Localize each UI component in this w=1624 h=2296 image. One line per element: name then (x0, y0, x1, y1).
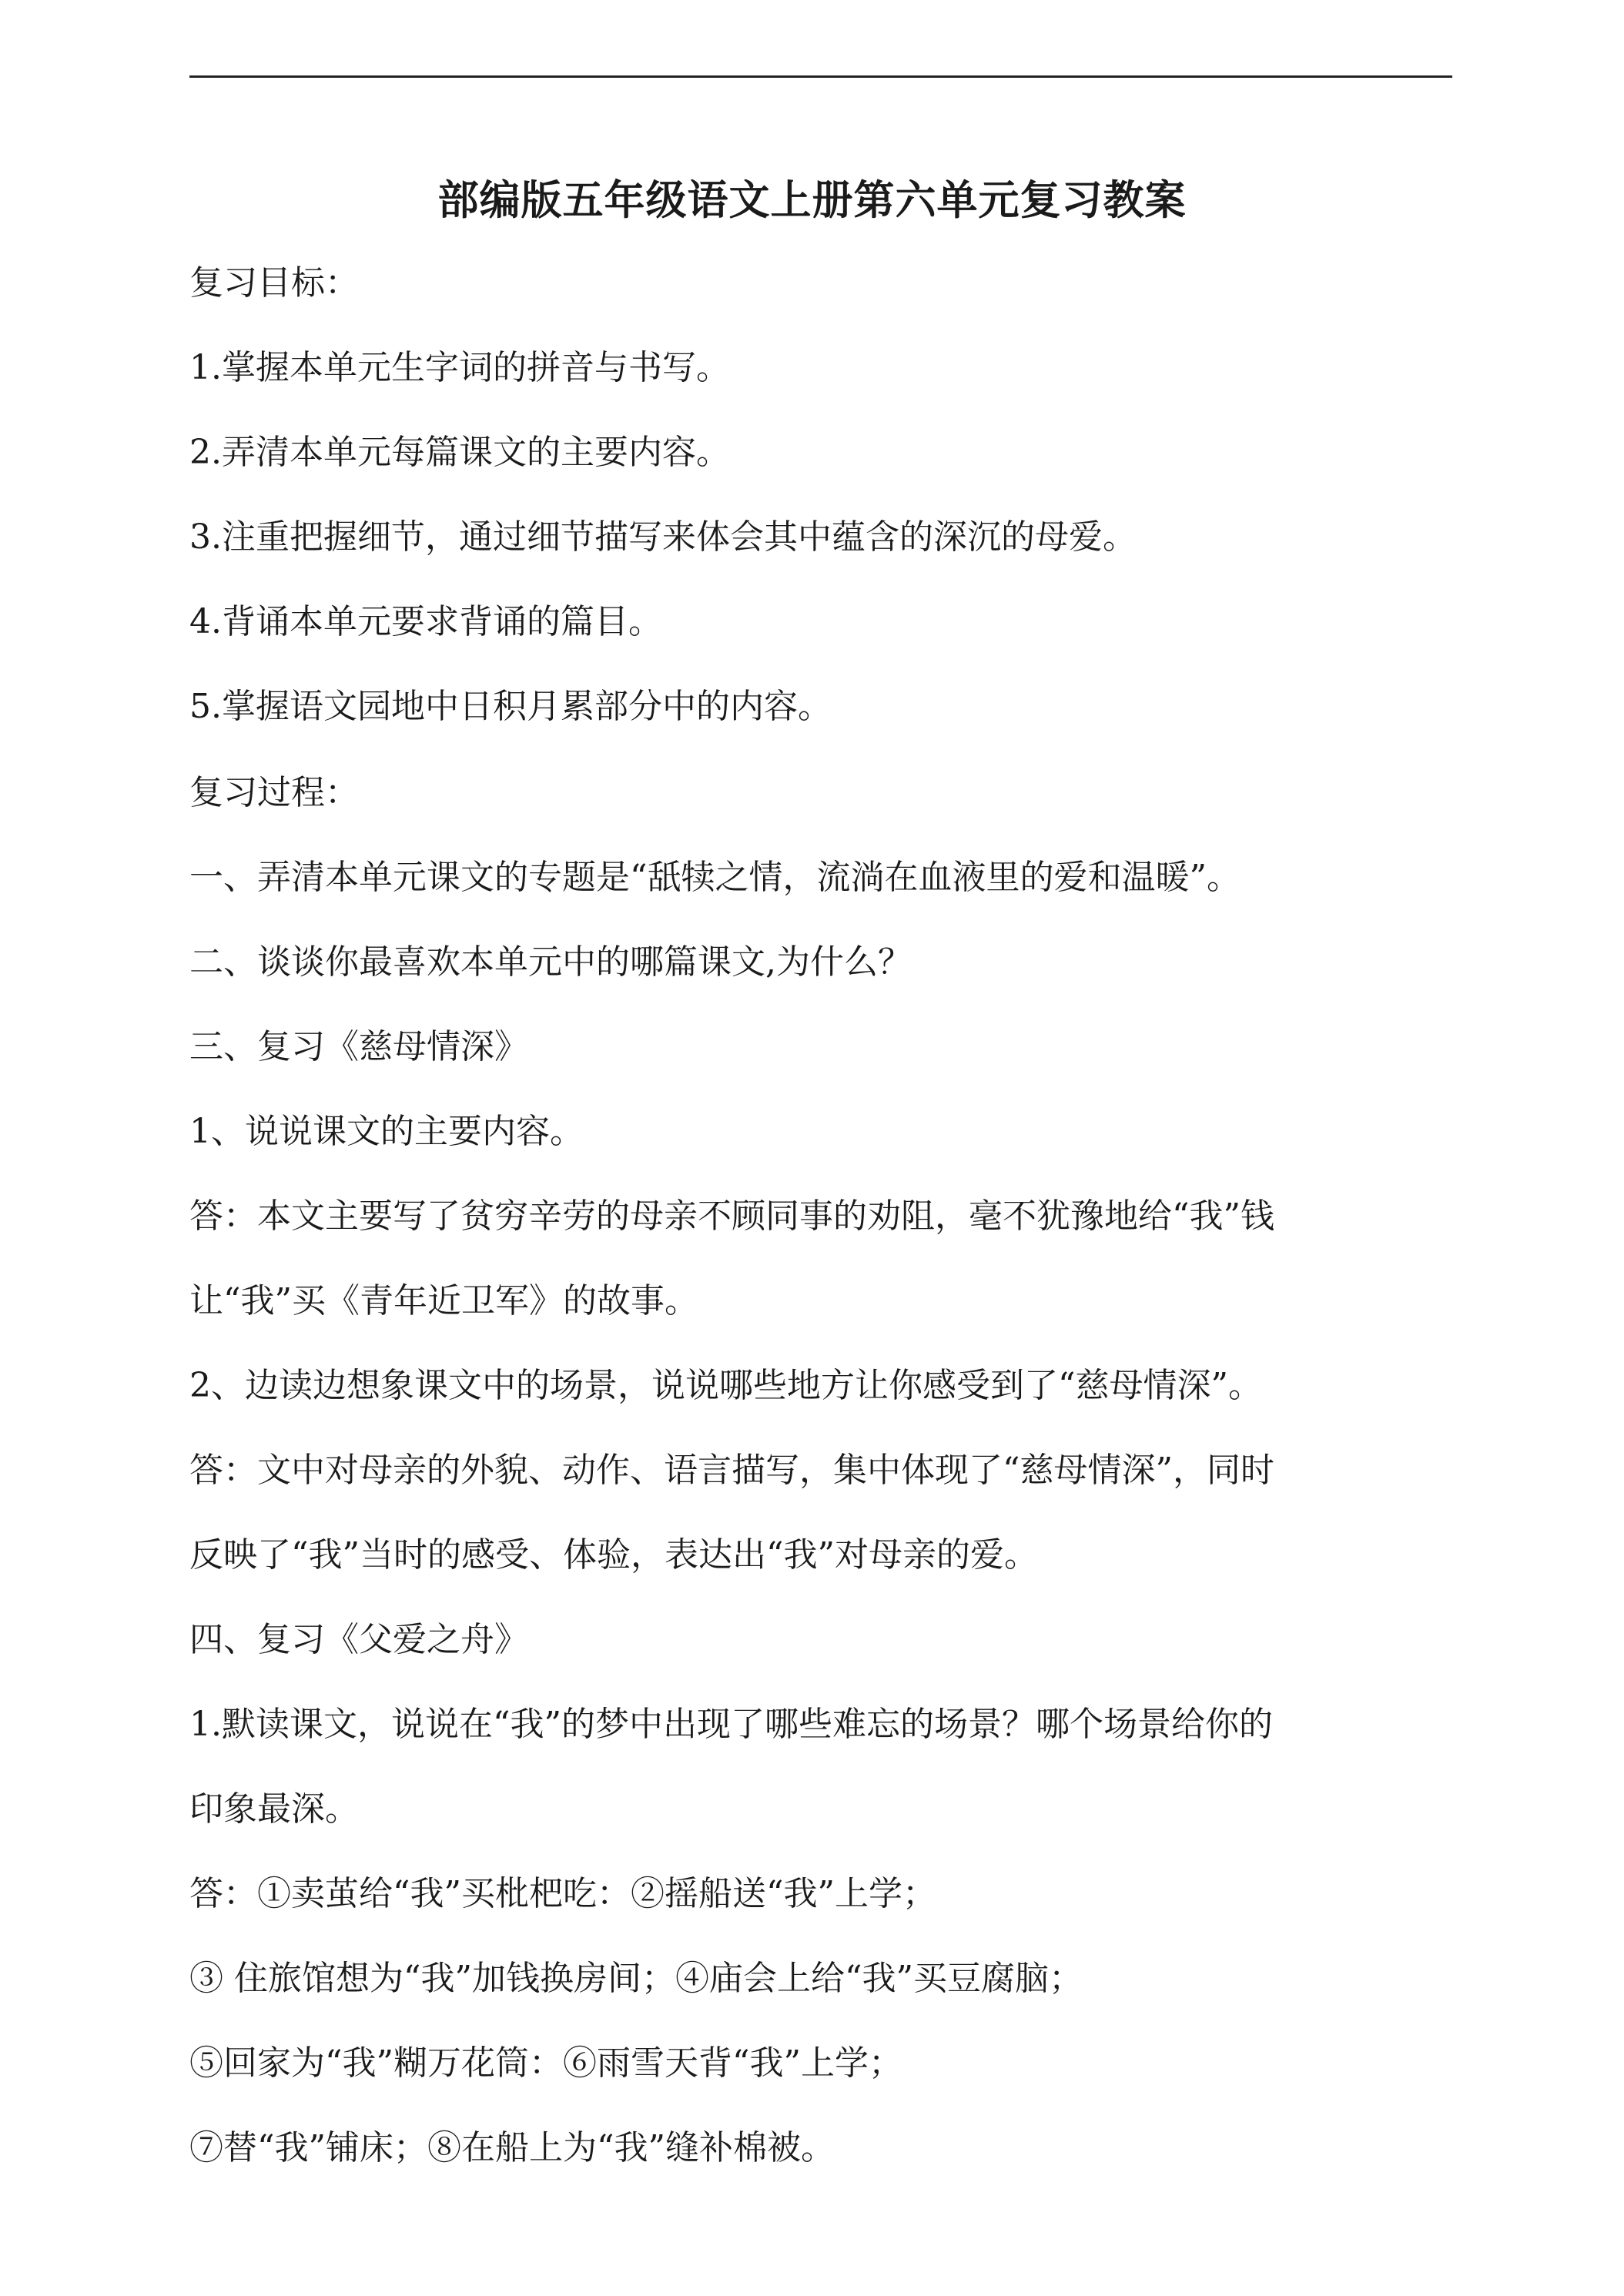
answer-line: ⑤回家为“我”糊万花筒：⑥雨雪天背“我”上学； (189, 2043, 902, 2083)
section-heading-goals: 复习目标： (189, 263, 359, 303)
question-line: 印象最深。 (189, 1789, 359, 1829)
answer-line: 反映了“我”当时的感受、体验，表达出“我”对母亲的爱。 (189, 1535, 1038, 1575)
question-line: 2、边读边想象课文中的场景，说说哪些地方让你感受到了“慈母情深”。 (189, 1366, 1262, 1405)
answer-line: 答：本文主要写了贫穷辛劳的母亲不顾同事的劝阻，毫不犹豫地给“我”钱 (189, 1197, 1274, 1236)
process-item: 三、复习《慈母情深》 (189, 1027, 528, 1066)
process-item: 四、复习《父爱之舟》 (189, 1620, 528, 1659)
process-item: 二、谈谈你最喜欢本单元中的哪篇课文,为什么？ (189, 942, 912, 982)
section-heading-process: 复习过程： (189, 773, 359, 812)
answer-line: ③ 住旅馆想为“我”加钱换房间；④庙会上给“我”买豆腐脑； (189, 1959, 1083, 1998)
header-rule (189, 75, 1452, 78)
goal-item: 1.掌握本单元生字词的拼音与书写。 (189, 348, 730, 387)
answer-line: 答：①卖茧给“我”买枇杷吃：②摇船送“我”上学； (189, 1874, 936, 1913)
question-line: 1.默读课文，说说在“我”的梦中出现了哪些难忘的场景？哪个场景给你的 (189, 1705, 1273, 1744)
goal-item: 5.掌握语文园地中日积月累部分中的内容。 (189, 687, 832, 726)
answer-line: 答：文中对母亲的外貌、动作、语言描写，集中体现了“慈母情深”，同时 (189, 1451, 1274, 1490)
goal-item: 2.弄清本单元每篇课文的主要内容。 (189, 433, 730, 472)
question-line: 1、说说课文的主要内容。 (189, 1112, 584, 1151)
process-item: 一、弄清本单元课文的专题是“舐犊之情，流淌在血液里的爱和温暖”。 (189, 858, 1241, 897)
answer-line: ⑦替“我”铺床；⑧在船上为“我”缝补棉被。 (189, 2128, 835, 2167)
document-title: 部编版五年级语文上册第六单元复习教案 (437, 176, 1187, 224)
goal-item: 4.背诵本单元要求背诵的篇目。 (189, 602, 662, 641)
goal-item: 3.注重把握细节，通过细节描写来体会其中蕴含的深沉的母爱。 (189, 517, 1137, 557)
answer-line: 让“我”买《青年近卫军》的故事。 (189, 1281, 698, 1320)
